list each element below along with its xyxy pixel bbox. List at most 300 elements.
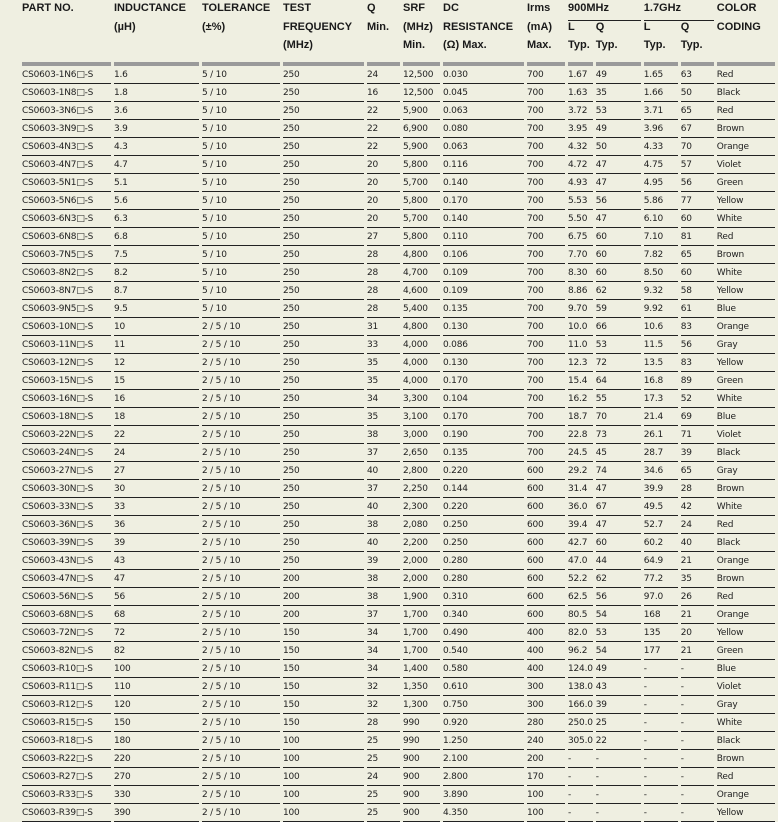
table-row [22,138,775,156]
cell-q-17: 52 [681,390,714,408]
cell-l-900: 6.75 [568,228,593,246]
cell-q-17: 35 [681,570,714,588]
cell-q-min: 22 [367,120,400,138]
table-row [22,768,775,786]
cell-l-17: 7.82 [644,246,678,264]
cell-tolerance: 2 / 5 / 10 [202,642,280,660]
cell-q-17: - [681,750,714,768]
table-row [22,678,775,696]
cell-l-17: 28.7 [644,444,678,462]
cell-dc-resistance: 4.350 [443,804,524,822]
cell-q-900: 49 [596,120,641,138]
cell-l-900: 47.0 [568,552,593,570]
cell-color-coding: Black [717,84,775,102]
cell-color-coding: Gray [717,696,775,714]
cell-part-no: CS0603-36N□-S [22,516,111,534]
cell-tolerance: 2 / 5 / 10 [202,372,280,390]
cell-srf: 5,700 [403,174,440,192]
cell-l-17: 177 [644,642,678,660]
table-row [22,66,775,84]
cell-test-frequency: 200 [283,606,364,624]
table-row [22,246,775,264]
cell-l-900: 5.53 [568,192,593,210]
cell-irms: 700 [527,372,565,390]
cell-l-17: 17.3 [644,390,678,408]
cell-irms: 600 [527,606,565,624]
cell-q-min: 20 [367,174,400,192]
cell-inductance: 1.8 [114,84,199,102]
cell-irms: 400 [527,624,565,642]
cell-inductance: 39 [114,534,199,552]
cell-l-17: 1.65 [644,66,678,84]
cell-inductance: 24 [114,444,199,462]
table-row [22,606,775,624]
cell-dc-resistance: 0.144 [443,480,524,498]
cell-l-17: 60.2 [644,534,678,552]
cell-part-no: CS0603-56N□-S [22,588,111,606]
cell-q-900: 60 [596,534,641,552]
cell-color-coding: Orange [717,606,775,624]
cell-dc-resistance: 3.890 [443,786,524,804]
cell-tolerance: 5 / 10 [202,120,280,138]
cell-color-coding: Black [717,444,775,462]
cell-q-min: 34 [367,660,400,678]
cell-srf: 1,300 [403,696,440,714]
cell-part-no: CS0603-82N□-S [22,642,111,660]
header-17-q-typ: Typ. [680,39,703,51]
cell-dc-resistance: 0.220 [443,462,524,480]
cell-irms: 300 [527,678,565,696]
cell-l-17: 34.6 [644,462,678,480]
cell-q-min: 38 [367,426,400,444]
cell-q-min: 28 [367,282,400,300]
cell-irms: 700 [527,210,565,228]
header-900mhz: 900MHz [568,0,641,21]
table-row [22,534,775,552]
cell-test-frequency: 250 [283,174,364,192]
table-row [22,390,775,408]
cell-dc-resistance: 0.130 [443,318,524,336]
cell-color-coding: Orange [717,318,775,336]
header-tolerance: TOLERANCE [202,2,271,14]
cell-part-no: CS0603-11N□-S [22,336,111,354]
cell-irms: 700 [527,120,565,138]
cell-q-min: 33 [367,336,400,354]
cell-part-no: CS0603-39N□-S [22,534,111,552]
cell-l-900: 80.5 [568,606,593,624]
header-irms: Irms [527,2,551,14]
table-body [22,66,775,822]
cell-test-frequency: 100 [283,786,364,804]
cell-test-frequency: 100 [283,768,364,786]
cell-q-17: 83 [681,354,714,372]
cell-part-no: CS0603-15N□-S [22,372,111,390]
cell-dc-resistance: 0.340 [443,606,524,624]
cell-q-900: 70 [596,408,641,426]
cell-inductance: 12 [114,354,199,372]
cell-color-coding: Orange [717,138,775,156]
cell-l-17: - [644,714,678,732]
cell-l-17: - [644,750,678,768]
cell-irms: 600 [527,552,565,570]
cell-test-frequency: 250 [283,498,364,516]
cell-tolerance: 2 / 5 / 10 [202,660,280,678]
cell-dc-resistance: 1.250 [443,732,524,750]
cell-color-coding: Brown [717,570,775,588]
cell-l-900: - [568,804,593,822]
cell-tolerance: 5 / 10 [202,300,280,318]
cell-q-17: - [681,660,714,678]
cell-irms: 200 [527,750,565,768]
cell-dc-resistance: 0.063 [443,138,524,156]
cell-irms: 600 [527,462,565,480]
cell-dc-resistance: 0.045 [443,84,524,102]
cell-irms: 600 [527,498,565,516]
cell-q-900: - [596,786,641,804]
cell-l-900: - [568,768,593,786]
cell-dc-resistance: 0.109 [443,264,524,282]
table-row [22,318,775,336]
table-row [22,804,775,822]
cell-srf: 4,000 [403,354,440,372]
cell-q-17: 39 [681,444,714,462]
cell-inductance: 7.5 [114,246,199,264]
cell-part-no: CS0603-1N8□-S [22,84,111,102]
table-row [22,336,775,354]
cell-tolerance: 2 / 5 / 10 [202,804,280,822]
cell-inductance: 22 [114,426,199,444]
cell-dc-resistance: 0.250 [443,516,524,534]
cell-test-frequency: 150 [283,714,364,732]
cell-part-no: CS0603-R33□-S [22,786,111,804]
cell-color-coding: Brown [717,480,775,498]
cell-color-coding: Red [717,102,775,120]
cell-q-17: 65 [681,462,714,480]
cell-srf: 4,800 [403,246,440,264]
cell-irms: 170 [527,768,565,786]
cell-inductance: 27 [114,462,199,480]
cell-test-frequency: 250 [283,192,364,210]
cell-test-frequency: 250 [283,300,364,318]
cell-q-17: 42 [681,498,714,516]
cell-q-900: 73 [596,426,641,444]
cell-q-900: 72 [596,354,641,372]
cell-test-frequency: 250 [283,246,364,264]
cell-q-min: 35 [367,408,400,426]
cell-test-frequency: 100 [283,732,364,750]
cell-part-no: CS0603-R10□-S [22,660,111,678]
cell-q-17: 28 [681,480,714,498]
cell-dc-resistance: 0.086 [443,336,524,354]
cell-tolerance: 2 / 5 / 10 [202,354,280,372]
cell-l-900: - [568,750,593,768]
cell-part-no: CS0603-R12□-S [22,696,111,714]
header-dc-resistance-2: RESISTANCE [443,21,514,33]
cell-dc-resistance: 0.110 [443,228,524,246]
cell-l-900: 10.0 [568,318,593,336]
cell-test-frequency: 250 [283,480,364,498]
cell-tolerance: 5 / 10 [202,156,280,174]
header-900-l: L [568,21,575,33]
cell-q-min: 40 [367,462,400,480]
cell-q-900: 54 [596,606,641,624]
cell-srf: 4,600 [403,282,440,300]
cell-q-17: 56 [681,174,714,192]
cell-q-900: 62 [596,570,641,588]
cell-q-17: 65 [681,246,714,264]
table-row [22,264,775,282]
cell-dc-resistance: 0.190 [443,426,524,444]
cell-q-min: 24 [367,66,400,84]
cell-q-min: 31 [367,318,400,336]
cell-srf: 900 [403,804,440,822]
cell-part-no: CS0603-R18□-S [22,732,111,750]
cell-color-coding: Black [717,732,775,750]
cell-srf: 3,100 [403,408,440,426]
cell-l-17: 97.0 [644,588,678,606]
cell-q-min: 25 [367,804,400,822]
cell-l-900: 22.8 [568,426,593,444]
cell-l-900: 18.7 [568,408,593,426]
cell-tolerance: 2 / 5 / 10 [202,426,280,444]
table-row [22,480,775,498]
cell-q-900: 47 [596,174,641,192]
cell-l-900: 42.7 [568,534,593,552]
cell-part-no: CS0603-5N1□-S [22,174,111,192]
cell-test-frequency: 250 [283,84,364,102]
cell-irms: 600 [527,570,565,588]
cell-dc-resistance: 0.030 [443,66,524,84]
cell-q-900: 64 [596,372,641,390]
cell-test-frequency: 250 [283,318,364,336]
cell-q-min: 40 [367,534,400,552]
cell-dc-resistance: 0.140 [443,174,524,192]
cell-test-frequency: 250 [283,336,364,354]
cell-test-frequency: 250 [283,210,364,228]
cell-test-frequency: 250 [283,282,364,300]
table-row [22,408,775,426]
cell-tolerance: 2 / 5 / 10 [202,714,280,732]
cell-test-frequency: 250 [283,138,364,156]
cell-irms: 700 [527,138,565,156]
cell-tolerance: 2 / 5 / 10 [202,786,280,804]
cell-color-coding: Green [717,642,775,660]
cell-q-min: 32 [367,696,400,714]
cell-inductance: 36 [114,516,199,534]
cell-test-frequency: 250 [283,372,364,390]
cell-l-900: 15.4 [568,372,593,390]
cell-q-min: 25 [367,750,400,768]
cell-q-min: 37 [367,444,400,462]
cell-q-min: 22 [367,102,400,120]
cell-q-min: 35 [367,372,400,390]
cell-l-900: 62.5 [568,588,593,606]
cell-irms: 700 [527,264,565,282]
cell-tolerance: 5 / 10 [202,264,280,282]
cell-inductance: 5.1 [114,174,199,192]
cell-irms: 700 [527,84,565,102]
cell-srf: 2,200 [403,534,440,552]
table-row [22,300,775,318]
header-tolerance-unit: (±%) [202,21,226,33]
cell-l-900: 124.0 [568,660,593,678]
cell-l-900: 11.0 [568,336,593,354]
cell-srf: 4,800 [403,318,440,336]
cell-tolerance: 5 / 10 [202,138,280,156]
table-row [22,192,775,210]
cell-l-900: 96.2 [568,642,593,660]
cell-inductance: 68 [114,606,199,624]
cell-tolerance: 2 / 5 / 10 [202,732,280,750]
cell-dc-resistance: 0.580 [443,660,524,678]
cell-part-no: CS0603-9N5□-S [22,300,111,318]
cell-l-900: 82.0 [568,624,593,642]
table-row [22,444,775,462]
table-row [22,210,775,228]
table-row [22,120,775,138]
cell-l-17: 4.33 [644,138,678,156]
table-row [22,714,775,732]
cell-l-900: 4.72 [568,156,593,174]
header-900-q-typ: Typ. [595,39,618,51]
table-row [22,282,775,300]
cell-color-coding: Yellow [717,624,775,642]
cell-test-frequency: 150 [283,660,364,678]
cell-inductance: 3.6 [114,102,199,120]
cell-dc-resistance: 0.170 [443,372,524,390]
cell-l-900: 24.5 [568,444,593,462]
cell-inductance: 30 [114,480,199,498]
cell-tolerance: 2 / 5 / 10 [202,336,280,354]
cell-l-17: 1.66 [644,84,678,102]
cell-srf: 2,000 [403,552,440,570]
cell-q-900: 74 [596,462,641,480]
cell-q-min: 40 [367,498,400,516]
cell-q-min: 20 [367,192,400,210]
cell-color-coding: White [717,498,775,516]
cell-srf: 2,300 [403,498,440,516]
cell-color-coding: Red [717,588,775,606]
cell-l-17: 8.50 [644,264,678,282]
cell-q-17: 70 [681,138,714,156]
cell-dc-resistance: 0.280 [443,552,524,570]
cell-part-no: CS0603-4N7□-S [22,156,111,174]
cell-srf: 4,700 [403,264,440,282]
cell-part-no: CS0603-6N8□-S [22,228,111,246]
cell-test-frequency: 250 [283,156,364,174]
cell-color-coding: Red [717,516,775,534]
header-test-frequency-2: FREQUENCY [283,21,353,33]
cell-l-17: 26.1 [644,426,678,444]
cell-q-900: 35 [596,84,641,102]
cell-irms: 700 [527,156,565,174]
cell-part-no: CS0603-R15□-S [22,714,111,732]
header-test-frequency-unit: (MHz) [283,39,313,51]
cell-q-900: 60 [596,264,641,282]
table-row [22,552,775,570]
cell-color-coding: Blue [717,660,775,678]
cell-tolerance: 5 / 10 [202,84,280,102]
cell-srf: 1,400 [403,660,440,678]
cell-q-min: 28 [367,264,400,282]
cell-color-coding: Blue [717,300,775,318]
cell-irms: 400 [527,642,565,660]
cell-dc-resistance: 0.063 [443,102,524,120]
cell-l-900: 8.86 [568,282,593,300]
cell-q-900: 43 [596,678,641,696]
cell-dc-resistance: 0.610 [443,678,524,696]
cell-irms: 700 [527,246,565,264]
cell-q-17: 21 [681,552,714,570]
cell-inductance: 15 [114,372,199,390]
cell-dc-resistance: 0.310 [443,588,524,606]
cell-inductance: 56 [114,588,199,606]
header-color-coding: COLOR [716,2,757,14]
cell-part-no: CS0603-6N3□-S [22,210,111,228]
cell-tolerance: 5 / 10 [202,246,280,264]
cell-q-900: 56 [596,588,641,606]
cell-srf: 900 [403,786,440,804]
cell-srf: 2,000 [403,570,440,588]
cell-q-min: 38 [367,516,400,534]
cell-dc-resistance: 0.135 [443,300,524,318]
cell-q-17: 40 [681,534,714,552]
cell-irms: 700 [527,102,565,120]
cell-l-17: 39.9 [644,480,678,498]
cell-tolerance: 2 / 5 / 10 [202,534,280,552]
cell-part-no: CS0603-24N□-S [22,444,111,462]
cell-color-coding: White [717,210,775,228]
cell-q-17: 77 [681,192,714,210]
cell-part-no: CS0603-27N□-S [22,462,111,480]
cell-part-no: CS0603-8N2□-S [22,264,111,282]
cell-test-frequency: 250 [283,426,364,444]
cell-tolerance: 2 / 5 / 10 [202,552,280,570]
cell-test-frequency: 250 [283,552,364,570]
cell-inductance: 330 [114,786,199,804]
cell-color-coding: Yellow [717,354,775,372]
table-row [22,732,775,750]
cell-srf: 5,400 [403,300,440,318]
cell-q-min: 34 [367,624,400,642]
header-900-q: Q [595,21,605,33]
cell-q-17: 20 [681,624,714,642]
cell-q-min: 37 [367,480,400,498]
cell-tolerance: 2 / 5 / 10 [202,606,280,624]
table-row [22,372,775,390]
cell-q-17: - [681,696,714,714]
cell-l-17: - [644,786,678,804]
cell-inductance: 270 [114,768,199,786]
cell-q-17: 63 [681,66,714,84]
cell-srf: 12,500 [403,66,440,84]
cell-irms: 700 [527,174,565,192]
cell-q-900: 44 [596,552,641,570]
cell-q-min: 20 [367,210,400,228]
cell-irms: 600 [527,480,565,498]
cell-tolerance: 2 / 5 / 10 [202,696,280,714]
cell-q-17: 89 [681,372,714,390]
cell-irms: 100 [527,804,565,822]
cell-l-900: 29.2 [568,462,593,480]
cell-q-min: 28 [367,246,400,264]
cell-test-frequency: 250 [283,66,364,84]
cell-irms: 700 [527,408,565,426]
table-row [22,570,775,588]
cell-part-no: CS0603-18N□-S [22,408,111,426]
cell-dc-resistance: 0.130 [443,354,524,372]
cell-l-900: 8.30 [568,264,593,282]
